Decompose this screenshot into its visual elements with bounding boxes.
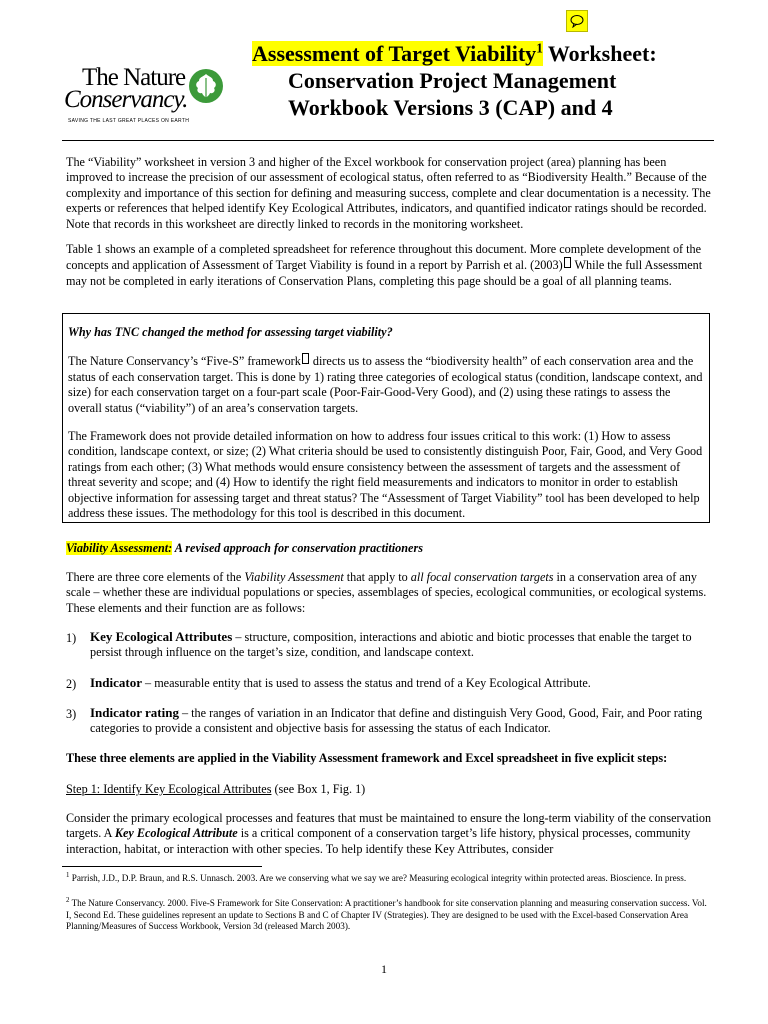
consider-paragraph [66,811,714,857]
list-item [90,675,714,691]
footnote-text: The Nature Conservancy. 2000. Five-S Framework for Site Conservation: A practitioner’s handbook for site conservation planning and measuring conservation success. Vol. I, Second Ed. These guidelines represent an update to Sections B and C of Chapter IV (Strategies). They are designed to be used with the Excel-based Conservation Area Planning/Measures of Success Workbook, Version 3d (released March 2003). [66,898,707,931]
five-steps-statement [66,751,714,766]
list-term: Indicator [90,675,142,690]
intro-paragraph-2 [66,242,714,289]
nature-conservancy-logo [64,64,232,128]
footnote-ref-1[interactable]: 1 [536,40,543,56]
logo-line-1: The Nature [82,64,186,91]
document-title [252,40,752,121]
title-line-2: Conservation Project Management [288,68,617,93]
list-number-3: 3) [66,707,77,721]
para-2-text-a: Table 1 shows an example of a completed spreadsheet for reference throughout this document. More complete development of the concepts and application of Assessment of Target Viability is found in a report by Parrish et al. (2003) [66,242,702,273]
footnote-number: 1 [66,871,70,879]
consider-text-a: Consider the primary ecological processes and features that must be maintained to ensure the long-term viability of the conservation targets. A [66,811,712,841]
core-em-2: all focal conservation targets [410,570,554,584]
oak-leaf-icon [188,68,224,104]
list-item [90,629,714,661]
title-part-1: Assessment of Target Viability [252,41,537,66]
step-1-ref: (see Box 1, Fig. 1) [271,782,366,796]
footnote-1 [66,873,714,885]
footnote-number: 2 [66,896,70,904]
title-line-3: Workbook Versions 3 (CAP) and 4 [288,95,613,120]
va-heading-highlight: Viability Assessment: [66,541,173,555]
box-heading: Why has TNC changed the method for assessing target viability? [68,325,393,339]
page-number: 1 [381,962,387,976]
list-term: Key Ecological Attributes [90,629,233,644]
list-number-1: 1) [66,631,77,645]
title-part-2: Worksheet: [542,41,657,66]
box-p1-b: directs us to assess the “biodiversity health” of each conservation area and the status of each conservation target. This is done by 1) rating three categories of ecological status (condition, landscape context, and size) for each conservation target on a four-part scale (Poor-Fair-Good-Very Good), and (2) using these ratings to assess the overall status (“viability”) of an area’s conservation targets. [68,354,703,415]
list-item [90,705,714,737]
logo-tagline: SAVING THE LAST GREAT PLACES ON EARTH [68,118,190,124]
title-highlight [252,41,543,66]
footnote-text: Parrish, J.D., D.P. Braun, and R.S. Unnasch. 2003. Are we conserving what we say we are? Measuring ecological integrity within protected areas. Bioscience. In press. [69,873,687,883]
comment-icon[interactable] [566,10,588,32]
consider-em: Key Ecological Attribute [114,826,238,841]
five-steps-text: These three elements are applied in the Viability Assessment framework and Excel spreadsheet in five explicit steps: [66,751,668,765]
core-elements-paragraph [66,570,714,616]
core-text-a: There are three core elements of the [66,570,245,584]
footnote-divider [62,866,262,867]
core-em-1: Viability Assessment [244,570,344,584]
list-desc: – the ranges of variation in an Indicator that define and distinguish Very Good, Good, Fair, and Poor rating categories to provide a consistent and objective basis for assessing the status of each Indicator. [90,706,703,736]
logo-line-2: Conservancy. [64,86,188,113]
box-p1-a: The Nature Conservancy’s “Five-S” framework [68,354,301,369]
footnote-2 [66,898,714,933]
core-text-b: that apply to [343,570,411,584]
header-divider [62,140,714,141]
list-term: Indicator rating [90,705,179,720]
step-1-heading [66,782,714,797]
va-heading-rest: A revised approach for conservation practitioners [172,541,423,555]
box-content [68,325,704,521]
list-number-2: 2) [66,677,77,691]
para-1-text: The “Viability” worksheet in version 3 and higher of the Excel workbook for conservation project (area) planning has been improved to increase the precision of our assessment of ecological status, often referred to as “Biodiversity Health.” Because of the complexity and importance of this section for defining and measuring success, complete and clear documentation is a necessity. The experts or references that helped identify Key Ecological Attributes, indicators, and quantified indicator ratings should be recorded. Note that records in this worksheet are directly linked to records in the monitoring worksheet. [66,155,711,231]
box-p2: The Framework does not provide detailed information on how to address four issues critical to this work: (1) How to assess condition, landscape context, or size; (2) What criteria should be used to consistently distinguish Poor, Fair, Good, and Very Good ratings from each other; (3) What methods would ensure consistency between the assessment of targets and the assessment of threat severity and scope; and (4) How to identify the right field measurements and indicators to monitor in order to establish objective information for assessing target and threat status? The “Assessment of Target Viability” tool has been developed to help address these issues. The methodology for this tool is described in this document. [68,429,703,521]
list-desc: – measurable entity that is used to assess the status and trend of a Key Ecological Attribute. [142,676,591,690]
intro-paragraph-1 [66,155,714,232]
step-1-title: Step 1: Identify Key Ecological Attributes [66,782,272,796]
para-2-text-b: While the full Assessment may not be completed in early iterations of Conservation Plans, completing this page should be a goal of all planning teams. [66,258,703,288]
endnote-marker-icon[interactable] [564,257,571,268]
speech-bubble-icon [570,14,584,28]
endnote-marker-icon[interactable] [302,353,309,364]
consider-text-b: is a critical component of a conservation target’s life history, physical processes, community interaction, habitat, or interaction with other species. To help identify these Key Attributes, consider [66,826,691,856]
viability-assessment-heading [66,541,714,556]
list-desc: – structure, composition, interactions and abiotic and biotic processes that enable the target to persist through influence on the target’s size, condition, and landscape context. [90,630,692,660]
core-text-c: in a conservation area of any scale – whether these are individual populations or species, assemblages of species, ecological communities, or ecological systems. These elements and their function are as follows: [66,570,707,615]
